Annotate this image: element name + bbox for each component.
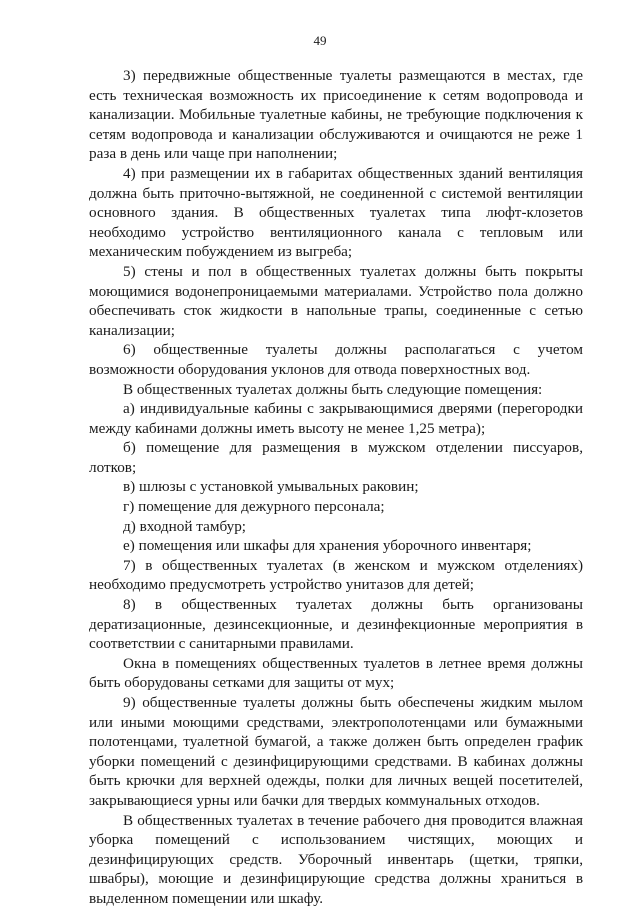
paragraph-subitem-b: б) помещение для размещения в мужском отделении писсуаров, лотков; [89,439,583,476]
paragraph-subitem-a: а) индивидуальные кабины с закрывающимися дверями (перегородки между кабинами должны иметь высоту не менее 1,25 метра); [89,400,583,437]
paragraph-item-9: 9) общественные туалеты должны быть обеспечены жидким мылом или иными моющими средствами, электрополотенцами или бумажными полотенцами, туалетной бумагой, а также должен быть определен график уборки помещений с дезинфицирующими средствами. В кабинах должны быть крючки для верхней одежды, полки для личных вещей посетителей, закрывающиеся урны или бачки для твердых коммунальных отходов. [89,694,583,809]
paragraph-subitem-g: г) помещение для дежурного персонала; [123,498,385,516]
paragraph-item-3: 3) передвижные общественные туалеты размещаются в местах, где есть техническая возможность их присоединение к сетям водопровода и канализации. Мобильные туалетные кабины, не требующие подключения к сетям водопровода и канализации обслуживаются и очищаются не реже 1 раза в день или чаще при наполнении; [89,67,583,163]
paragraph-subitem-v: в) шлюзы с установкой умывальных раковин; [123,478,419,496]
paragraph-item-6: 6) общественные туалеты должны располагаться с учетом возможности оборудования уклонов для отвода поверхностных вод. [89,341,583,378]
paragraph-cleaning: В общественных туалетах в течение рабочего дня проводится влажная уборка помещений с использованием чистящих, моющих и дезинфицирующих средств. Уборочный инвентарь (щетки, тряпки, швабры), моющие и дезинфицирующие средства должны храниться в выделенном помещении или шкафу. [89,811,583,907]
paragraph-item-4: 4) при размещении их в габаритах общественных зданий вентиляция должна быть приточно-вытяжной, не соединенной с системой вентиляции основного здания. В общественных туалетах типа люфт-клозетов необходимо устройство вентиляционного канала с тепловым или механическим побуждением из выгреба; [89,164,583,261]
paragraph-subitem-d: д) входной тамбур; [123,517,247,535]
paragraph-subitem-e: е) помещения или шкафы для хранения уборочного инвентаря; [123,537,532,555]
paragraph-item-5: 5) стены и пол в общественных туалетах должны быть покрыты моющимися водонепроницаемыми материалами. Устройство пола должно обеспечивать сток жидкости в напольные трапы, соединенные с сетью канализации; [89,262,583,339]
paragraph-rooms-intro: В общественных туалетах должны быть следующие помещения: [123,380,543,398]
document-body [89,66,583,909]
paragraph-item-7: 7) в общественных туалетах (в женском и мужском отделениях) необходимо предусмотреть устройство унитазов для детей; [89,556,583,594]
paragraph-item-8: 8) в общественных туалетах должны быть организованы дератизационные, дезинсекционные, и дезинфекционные мероприятия в соответствии с санитарными правилами. [89,596,583,653]
page-number: 49 [313,33,327,48]
paragraph-windows: Окна в помещениях общественных туалетов в летнее время должны быть оборудованы сетками для защиты от мух; [89,654,583,692]
